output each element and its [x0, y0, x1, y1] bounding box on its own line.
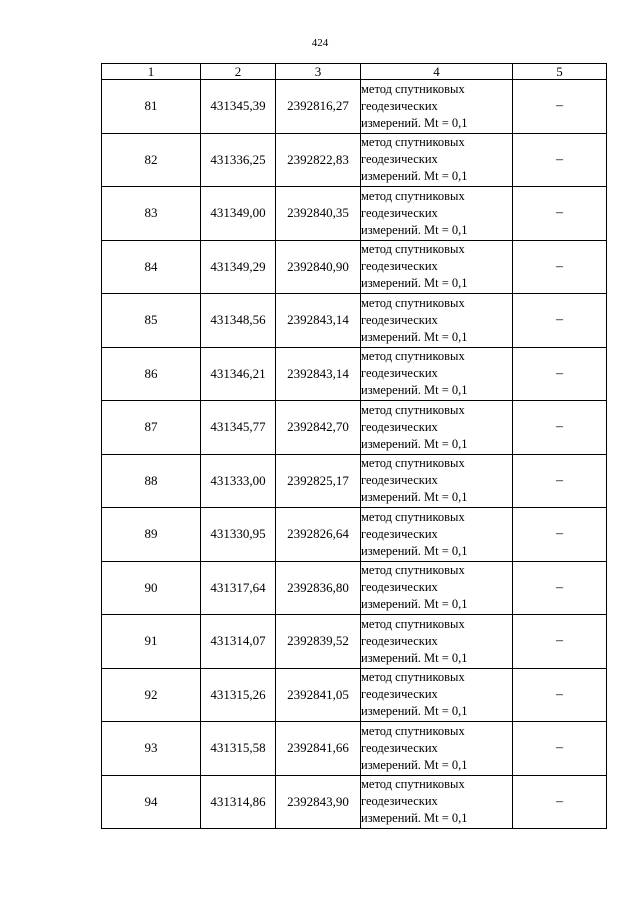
- point-number-cell: 94: [102, 775, 201, 829]
- method-line: геодезических: [361, 98, 438, 113]
- method-cell: [361, 187, 513, 241]
- method-line: геодезических: [361, 366, 438, 381]
- note-cell: –: [513, 454, 607, 508]
- table-row: [102, 668, 607, 722]
- table-row: [102, 561, 607, 615]
- method-cell: [361, 775, 513, 829]
- method-line: метод спутниковых: [361, 670, 465, 685]
- x-coordinate-cell: 431314,07: [201, 615, 276, 669]
- note-cell: –: [513, 133, 607, 187]
- note-cell: –: [513, 294, 607, 348]
- point-number-cell: 84: [102, 240, 201, 294]
- method-line: геодезических: [361, 740, 438, 755]
- x-coordinate-cell: 431349,00: [201, 187, 276, 241]
- point-number-cell: 92: [102, 668, 201, 722]
- point-number-cell: 90: [102, 561, 201, 615]
- method-cell: [361, 454, 513, 508]
- table-body: [102, 80, 607, 829]
- method-line: геодезических: [361, 526, 438, 541]
- y-coordinate-cell: 2392840,90: [276, 240, 361, 294]
- note-cell: –: [513, 561, 607, 615]
- note-cell: –: [513, 347, 607, 401]
- method-line: метод спутниковых: [361, 456, 465, 471]
- note-cell: –: [513, 187, 607, 241]
- y-coordinate-cell: 2392826,64: [276, 508, 361, 562]
- method-line: метод спутниковых: [361, 188, 465, 203]
- table-row: [102, 294, 607, 348]
- point-number-cell: 81: [102, 80, 201, 134]
- x-coordinate-cell: 431349,29: [201, 240, 276, 294]
- method-line: измерений. Mt = 0,1: [361, 222, 468, 237]
- table-row: [102, 187, 607, 241]
- method-line: метод спутниковых: [361, 242, 465, 257]
- table-header-row: [102, 64, 607, 80]
- method-line: геодезических: [361, 152, 438, 167]
- method-line: метод спутниковых: [361, 295, 465, 310]
- method-line: измерений. Mt = 0,1: [361, 436, 468, 451]
- header-col-1: 1: [102, 64, 201, 80]
- method-line: геодезических: [361, 419, 438, 434]
- table-row: [102, 401, 607, 455]
- point-number-cell: 82: [102, 133, 201, 187]
- method-line: геодезических: [361, 580, 438, 595]
- point-number-cell: 83: [102, 187, 201, 241]
- y-coordinate-cell: 2392839,52: [276, 615, 361, 669]
- method-line: измерений. Mt = 0,1: [361, 757, 468, 772]
- note-cell: –: [513, 615, 607, 669]
- x-coordinate-cell: 431336,25: [201, 133, 276, 187]
- method-line: метод спутниковых: [361, 81, 465, 96]
- point-number-cell: 88: [102, 454, 201, 508]
- method-cell: [361, 347, 513, 401]
- method-line: измерений. Mt = 0,1: [361, 169, 468, 184]
- x-coordinate-cell: 431345,77: [201, 401, 276, 455]
- method-line: измерений. Mt = 0,1: [361, 490, 468, 505]
- y-coordinate-cell: 2392825,17: [276, 454, 361, 508]
- header-col-2: 2: [201, 64, 276, 80]
- x-coordinate-cell: 431348,56: [201, 294, 276, 348]
- method-line: метод спутниковых: [361, 402, 465, 417]
- method-cell: [361, 240, 513, 294]
- x-coordinate-cell: 431346,21: [201, 347, 276, 401]
- y-coordinate-cell: 2392841,66: [276, 722, 361, 776]
- table-row: [102, 615, 607, 669]
- y-coordinate-cell: 2392843,90: [276, 775, 361, 829]
- method-line: измерений. Mt = 0,1: [361, 276, 468, 291]
- method-line: геодезических: [361, 205, 438, 220]
- method-line: метод спутниковых: [361, 349, 465, 364]
- table-row: [102, 80, 607, 134]
- method-line: геодезических: [361, 794, 438, 809]
- note-cell: –: [513, 240, 607, 294]
- method-cell: [361, 508, 513, 562]
- method-cell: [361, 668, 513, 722]
- method-line: метод спутниковых: [361, 723, 465, 738]
- method-cell: [361, 133, 513, 187]
- table-row: [102, 133, 607, 187]
- y-coordinate-cell: 2392836,80: [276, 561, 361, 615]
- method-line: измерений. Mt = 0,1: [361, 704, 468, 719]
- coordinates-table: [101, 63, 607, 829]
- method-line: метод спутниковых: [361, 777, 465, 792]
- method-cell: [361, 561, 513, 615]
- y-coordinate-cell: 2392842,70: [276, 401, 361, 455]
- method-cell: [361, 722, 513, 776]
- x-coordinate-cell: 431330,95: [201, 508, 276, 562]
- method-line: измерений. Mt = 0,1: [361, 383, 468, 398]
- x-coordinate-cell: 431345,39: [201, 80, 276, 134]
- method-line: измерений. Mt = 0,1: [361, 811, 468, 826]
- method-line: измерений. Mt = 0,1: [361, 115, 468, 130]
- x-coordinate-cell: 431317,64: [201, 561, 276, 615]
- method-line: метод спутниковых: [361, 509, 465, 524]
- point-number-cell: 93: [102, 722, 201, 776]
- table-row: [102, 775, 607, 829]
- point-number-cell: 85: [102, 294, 201, 348]
- method-cell: [361, 80, 513, 134]
- method-line: метод спутниковых: [361, 563, 465, 578]
- table-row: [102, 508, 607, 562]
- point-number-cell: 86: [102, 347, 201, 401]
- table-row: [102, 240, 607, 294]
- note-cell: –: [513, 80, 607, 134]
- method-line: геодезических: [361, 687, 438, 702]
- note-cell: –: [513, 668, 607, 722]
- method-line: измерений. Mt = 0,1: [361, 329, 468, 344]
- table-row: [102, 454, 607, 508]
- x-coordinate-cell: 431314,86: [201, 775, 276, 829]
- y-coordinate-cell: 2392822,83: [276, 133, 361, 187]
- y-coordinate-cell: 2392816,27: [276, 80, 361, 134]
- note-cell: –: [513, 401, 607, 455]
- x-coordinate-cell: 431315,58: [201, 722, 276, 776]
- note-cell: –: [513, 508, 607, 562]
- point-number-cell: 91: [102, 615, 201, 669]
- y-coordinate-cell: 2392843,14: [276, 294, 361, 348]
- y-coordinate-cell: 2392841,05: [276, 668, 361, 722]
- header-col-5: 5: [513, 64, 607, 80]
- point-number-cell: 89: [102, 508, 201, 562]
- method-cell: [361, 401, 513, 455]
- header-col-4: 4: [361, 64, 513, 80]
- point-number-cell: 87: [102, 401, 201, 455]
- note-cell: –: [513, 775, 607, 829]
- method-line: метод спутниковых: [361, 135, 465, 150]
- header-col-3: 3: [276, 64, 361, 80]
- method-cell: [361, 294, 513, 348]
- y-coordinate-cell: 2392843,14: [276, 347, 361, 401]
- method-line: геодезических: [361, 633, 438, 648]
- method-line: метод спутниковых: [361, 616, 465, 631]
- note-cell: –: [513, 722, 607, 776]
- x-coordinate-cell: 431315,26: [201, 668, 276, 722]
- method-line: измерений. Mt = 0,1: [361, 543, 468, 558]
- x-coordinate-cell: 431333,00: [201, 454, 276, 508]
- method-cell: [361, 615, 513, 669]
- method-line: измерений. Mt = 0,1: [361, 650, 468, 665]
- page-number: 424: [311, 37, 329, 49]
- y-coordinate-cell: 2392840,35: [276, 187, 361, 241]
- method-line: геодезических: [361, 473, 438, 488]
- method-line: геодезических: [361, 259, 438, 274]
- table-row: [102, 347, 607, 401]
- method-line: измерений. Mt = 0,1: [361, 597, 468, 612]
- method-line: геодезических: [361, 312, 438, 327]
- table-row: [102, 722, 607, 776]
